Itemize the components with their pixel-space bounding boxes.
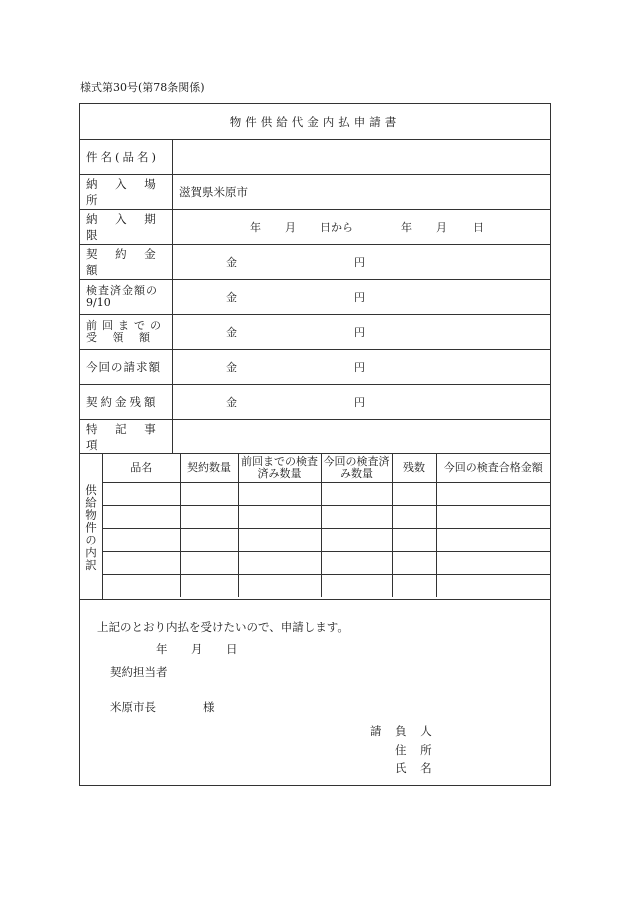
table-row: [103, 552, 550, 575]
date-year: 年: [156, 642, 168, 656]
previous-amount-row: [80, 315, 550, 350]
balance-row: [80, 385, 550, 420]
name-label: 氏 名: [395, 761, 437, 775]
col-remaining: 残数: [392, 454, 436, 483]
table-cell[interactable]: [103, 529, 180, 552]
table-cell[interactable]: [436, 575, 550, 598]
table-cell[interactable]: [238, 529, 321, 552]
subject-label: 件名(品名): [80, 140, 173, 174]
application-form: [79, 103, 551, 786]
table-cell[interactable]: [321, 529, 392, 552]
table-cell[interactable]: [180, 483, 238, 506]
table-cell[interactable]: [392, 575, 436, 598]
breakdown-header-row: [103, 454, 550, 483]
table-cell[interactable]: [392, 552, 436, 575]
address-label: 住 所: [395, 743, 437, 757]
previous-label-line1: 前回までの: [86, 319, 166, 332]
inspected-amount-label: [80, 280, 173, 314]
col-contract-qty: 契約数量: [180, 454, 238, 483]
current-request-kin: 金: [226, 361, 237, 374]
form-title: 物件供給代金内払申請書: [80, 104, 550, 140]
table-cell[interactable]: [436, 552, 550, 575]
date-month: 月: [191, 642, 203, 656]
table-cell[interactable]: [103, 483, 180, 506]
breakdown-section: [80, 454, 550, 600]
contract-amount-kin: 金: [226, 256, 237, 269]
table-cell[interactable]: [436, 483, 550, 506]
col-current-inspected-qty: 今回の検査済み数量: [321, 454, 392, 483]
deadline-day-2: 日: [473, 221, 484, 234]
previous-amount-kin: 金: [226, 326, 237, 339]
notes-row: [80, 420, 550, 454]
table-cell[interactable]: [321, 575, 392, 598]
form-number: 様式第30号(第78条関係): [80, 81, 205, 94]
balance-kin: 金: [226, 396, 237, 409]
balance-yen: 円: [354, 396, 365, 409]
deadline-month-1: 月: [285, 221, 296, 234]
deadline-label: 納 入 期 限: [80, 210, 173, 244]
breakdown-table: [103, 454, 550, 597]
contractor-label: 請 負 人: [370, 724, 437, 738]
breakdown-side-label: [80, 454, 103, 600]
current-request-label: 今回の請求額: [80, 350, 173, 384]
col-current-passed-amount: 今回の検査合格金額: [436, 454, 550, 483]
contract-amount-label: 契 約 金 額: [80, 245, 173, 279]
table-cell[interactable]: [238, 506, 321, 529]
table-cell[interactable]: [436, 529, 550, 552]
table-cell[interactable]: [321, 552, 392, 575]
location-value[interactable]: 滋賀県米原市: [179, 185, 248, 199]
subject-row: [80, 140, 550, 175]
date-day: 日: [226, 642, 238, 656]
location-row: [80, 175, 550, 210]
table-cell[interactable]: [180, 506, 238, 529]
previous-label-line2: 受 領 額: [86, 331, 156, 344]
application-footer: [80, 601, 550, 785]
table-cell[interactable]: [103, 506, 180, 529]
table-row: [103, 529, 550, 552]
table-cell[interactable]: [321, 483, 392, 506]
table-row: [103, 483, 550, 506]
table-cell[interactable]: [436, 506, 550, 529]
inspected-amount-kin: 金: [226, 291, 237, 304]
notes-label: 特 記 事 項: [80, 420, 173, 453]
table-cell[interactable]: [180, 529, 238, 552]
current-request-yen: 円: [354, 361, 365, 374]
inspected-amount-yen: 円: [354, 291, 365, 304]
balance-label: 契約金残額: [80, 385, 173, 419]
deadline-row: [80, 210, 550, 245]
table-cell[interactable]: [238, 483, 321, 506]
deadline-year-2: 年: [401, 221, 412, 234]
mayor-label: 米原市長: [110, 700, 156, 714]
col-item-name: 品名: [103, 454, 180, 483]
table-cell[interactable]: [180, 575, 238, 598]
table-cell[interactable]: [180, 552, 238, 575]
table-cell[interactable]: [392, 483, 436, 506]
honorific: 様: [203, 700, 215, 714]
table-cell[interactable]: [321, 506, 392, 529]
inspected-label-line1: 検査済金額の: [86, 284, 158, 297]
deadline-month-2: 月: [436, 221, 447, 234]
application-statement: 上記のとおり内払を受けたいので、申請します。: [97, 620, 349, 634]
table-cell[interactable]: [392, 506, 436, 529]
col-previous-inspected-qty: 前回までの検査済み数量: [238, 454, 321, 483]
table-cell[interactable]: [238, 552, 321, 575]
contract-person: 契約担当者: [110, 665, 168, 679]
table-cell[interactable]: [103, 575, 180, 598]
table-row: [103, 575, 550, 598]
table-cell[interactable]: [392, 529, 436, 552]
breakdown-side-text: 供給物件の内訳: [84, 484, 98, 572]
table-cell[interactable]: [238, 575, 321, 598]
contract-amount-row: [80, 245, 550, 280]
previous-amount-label: [80, 315, 173, 349]
contract-amount-yen: 円: [354, 256, 365, 269]
inspected-amount-row: [80, 280, 550, 315]
previous-amount-yen: 円: [354, 326, 365, 339]
deadline-year-1: 年: [250, 221, 261, 234]
current-request-row: [80, 350, 550, 385]
table-row: [103, 506, 550, 529]
inspected-label-line2: 9/10: [86, 296, 111, 309]
deadline-day-from: 日から: [320, 221, 353, 234]
table-cell[interactable]: [103, 552, 180, 575]
location-label: 納 入 場 所: [80, 175, 173, 209]
